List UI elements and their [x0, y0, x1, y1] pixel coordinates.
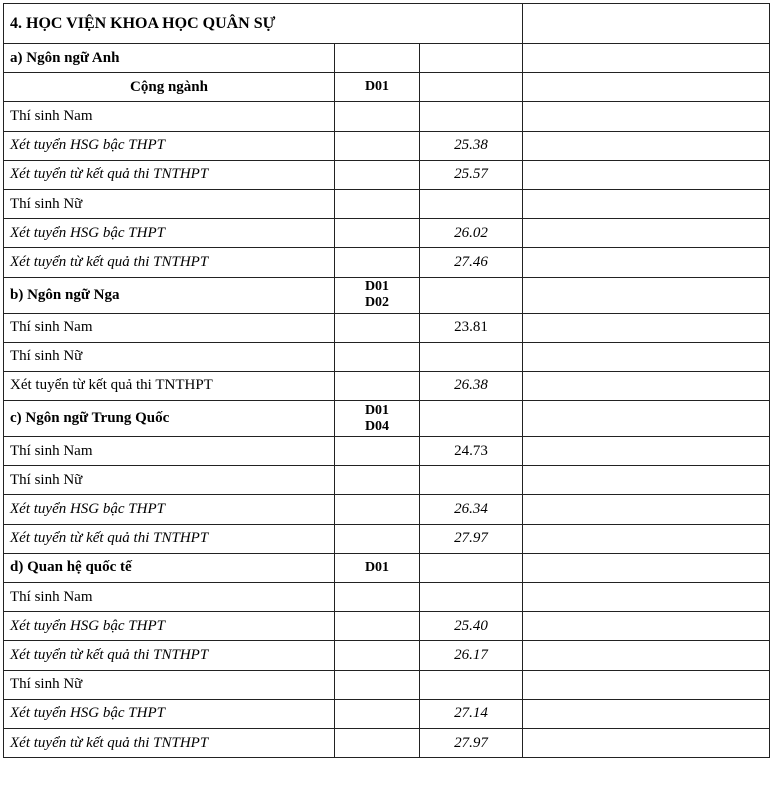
row-label: Thí sinh Nữ	[4, 466, 335, 495]
score-cell: 25.38	[420, 131, 523, 160]
table-row	[4, 466, 770, 495]
row-label: Thí sinh Nam	[4, 102, 335, 131]
table-row	[4, 248, 770, 277]
empty-cell	[523, 612, 770, 641]
row-label: Xét tuyển từ kết quả thi TNTHPT	[4, 160, 335, 189]
score-cell: 25.40	[420, 612, 523, 641]
table-row	[4, 102, 770, 131]
title-row	[4, 4, 770, 44]
subject-code: D01	[364, 279, 390, 294]
row-label: Xét tuyển từ kết quả thi TNTHPT	[4, 371, 335, 400]
empty-cell	[523, 583, 770, 612]
score-cell: 26.34	[420, 495, 523, 524]
subject-code-cell	[335, 73, 420, 102]
subject-code-cell	[335, 160, 420, 189]
table-row	[4, 342, 770, 371]
row-label: Thí sinh Nữ	[4, 342, 335, 371]
empty-cell	[523, 553, 770, 582]
empty-cell	[523, 641, 770, 670]
score-cell: 27.97	[420, 728, 523, 757]
empty-cell	[523, 699, 770, 728]
row-label: Cộng ngành	[4, 73, 335, 102]
empty-cell	[523, 524, 770, 553]
subject-code-cell	[335, 248, 420, 277]
row-label: Xét tuyển từ kết quả thi TNTHPT	[4, 248, 335, 277]
table-row	[4, 583, 770, 612]
subject-code-cell	[335, 131, 420, 160]
subject-code: D01	[364, 79, 390, 95]
empty-cell	[523, 131, 770, 160]
subject-code-cell	[335, 371, 420, 400]
empty-cell	[523, 313, 770, 342]
table-title: 4. HỌC VIỆN KHOA HỌC QUÂN SỰ	[4, 4, 523, 44]
empty-cell	[523, 73, 770, 102]
row-label: Thí sinh Nữ	[4, 189, 335, 218]
score-cell: 25.57	[420, 160, 523, 189]
row-label: Xét tuyển HSG bậc THPT	[4, 219, 335, 248]
row-label: b) Ngôn ngữ Nga	[4, 277, 335, 313]
score-cell: 26.38	[420, 371, 523, 400]
table-row	[4, 437, 770, 466]
row-label: Xét tuyển từ kết quả thi TNTHPT	[4, 728, 335, 757]
empty-cell	[523, 342, 770, 371]
empty-cell	[523, 4, 770, 44]
row-label: c) Ngôn ngữ Trung Quốc	[4, 401, 335, 437]
subject-code-cell	[335, 44, 420, 73]
empty-cell	[523, 219, 770, 248]
score-cell	[420, 342, 523, 371]
subject-code-cell	[335, 313, 420, 342]
admission-score-table	[3, 3, 770, 758]
table-row	[4, 73, 770, 102]
score-cell	[420, 189, 523, 218]
empty-cell	[523, 277, 770, 313]
table-row	[4, 553, 770, 582]
table-row	[4, 189, 770, 218]
table-row	[4, 699, 770, 728]
empty-cell	[523, 371, 770, 400]
subject-code-cell	[335, 612, 420, 641]
subject-code: D01	[364, 559, 390, 575]
row-label: a) Ngôn ngữ Anh	[4, 44, 335, 73]
subject-code: D04	[364, 418, 390, 434]
empty-cell	[523, 189, 770, 218]
table-row	[4, 612, 770, 641]
score-cell	[420, 670, 523, 699]
subject-code: D01	[364, 402, 390, 418]
empty-cell	[523, 670, 770, 699]
empty-cell	[523, 495, 770, 524]
subject-code-cell	[335, 189, 420, 218]
score-cell	[420, 401, 523, 437]
table-row	[4, 160, 770, 189]
subject-code-cell	[335, 728, 420, 757]
row-label: d) Quan hệ quốc tế	[4, 553, 335, 582]
table-row	[4, 401, 770, 437]
empty-cell	[523, 248, 770, 277]
subject-code-cell	[335, 583, 420, 612]
subject-code-cell	[335, 102, 420, 131]
table-row	[4, 131, 770, 160]
empty-cell	[523, 44, 770, 73]
score-cell	[420, 466, 523, 495]
score-cell: 26.02	[420, 219, 523, 248]
row-label: Xét tuyển HSG bậc THPT	[4, 699, 335, 728]
subject-code-cell	[335, 495, 420, 524]
row-label: Xét tuyển từ kết quả thi TNTHPT	[4, 524, 335, 553]
score-cell: 26.17	[420, 641, 523, 670]
table-row	[4, 371, 770, 400]
row-label: Xét tuyển HSG bậc THPT	[4, 612, 335, 641]
table-row	[4, 313, 770, 342]
score-cell	[420, 44, 523, 73]
table-row	[4, 524, 770, 553]
subject-code-cell	[335, 699, 420, 728]
table-row	[4, 728, 770, 757]
subject-code-cell	[335, 219, 420, 248]
subject-code-cell	[335, 670, 420, 699]
empty-cell	[523, 160, 770, 189]
score-cell: 27.46	[420, 248, 523, 277]
score-cell: 24.73	[420, 437, 523, 466]
score-cell: 27.97	[420, 524, 523, 553]
score-cell	[420, 583, 523, 612]
score-cell	[420, 73, 523, 102]
empty-cell	[523, 466, 770, 495]
subject-code-cell	[335, 342, 420, 371]
row-label: Xét tuyển từ kết quả thi TNTHPT	[4, 641, 335, 670]
subject-code-cell	[335, 277, 420, 313]
table-row	[4, 670, 770, 699]
score-cell	[420, 102, 523, 131]
table-row	[4, 641, 770, 670]
subject-code-cell	[335, 437, 420, 466]
score-cell	[420, 277, 523, 313]
score-cell: 23.81	[420, 313, 523, 342]
subject-code-cell	[335, 401, 420, 437]
empty-cell	[523, 102, 770, 131]
table-row	[4, 495, 770, 524]
subject-code-cell	[335, 524, 420, 553]
subject-code-cell	[335, 641, 420, 670]
row-label: Thí sinh Nữ	[4, 670, 335, 699]
row-label: Thí sinh Nam	[4, 583, 335, 612]
row-label: Xét tuyển HSG bậc THPT	[4, 131, 335, 160]
table-row	[4, 277, 770, 313]
row-label: Xét tuyển HSG bậc THPT	[4, 495, 335, 524]
subject-code-cell	[335, 553, 420, 582]
score-cell	[420, 553, 523, 582]
empty-cell	[523, 728, 770, 757]
subject-code: D02	[364, 295, 390, 310]
row-label: Thí sinh Nam	[4, 437, 335, 466]
row-label: Thí sinh Nam	[4, 313, 335, 342]
table-row	[4, 219, 770, 248]
table-row	[4, 44, 770, 73]
score-cell: 27.14	[420, 699, 523, 728]
empty-cell	[523, 437, 770, 466]
empty-cell	[523, 401, 770, 437]
subject-code-cell	[335, 466, 420, 495]
